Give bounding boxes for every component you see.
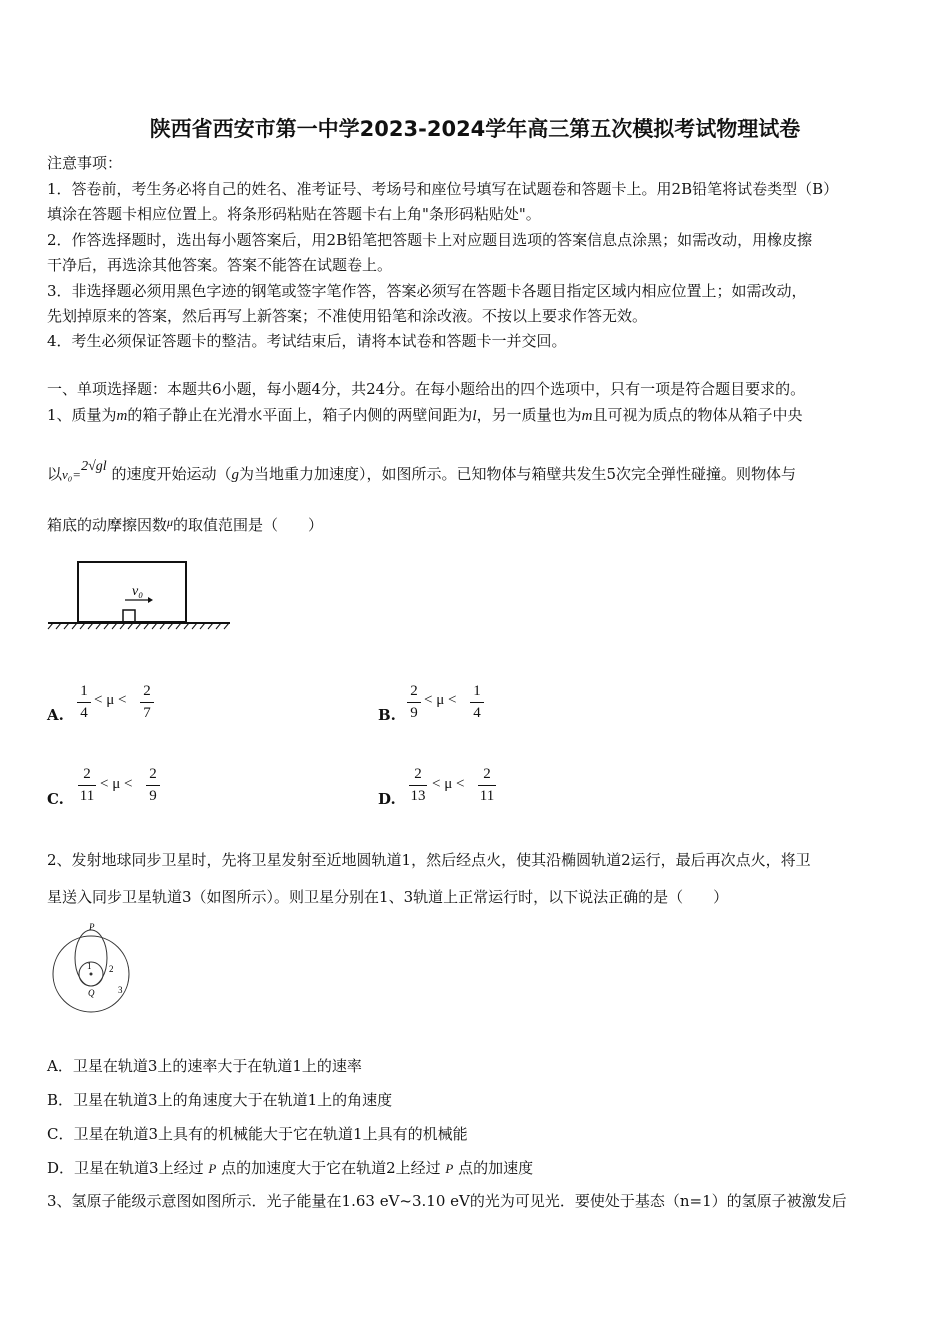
option-label: D. [378,790,396,808]
q2-line1: 2、发射地球同步卫星时，先将卫星发射至近地圆轨道1，然后经点火，使其沿椭圆轨道2运行，最后再次点火，将卫 [47,851,811,869]
q2-option-b[interactable]: B．卫星在轨道3上的角速度大于在轨道1上的角速度 [47,1091,393,1109]
fraction-left: 2 13 [410,766,426,804]
velocity-arrowhead [148,597,153,603]
notice-line: 4．考生必须保证答题卡的整洁。考试结束后，请将本试卷和答题卡一并交回。 [47,332,567,350]
v0-label: v₀ [132,584,144,599]
mu-relation: < μ < [424,692,457,708]
fraction-right: 2 9 [146,766,160,805]
q3-line1: 3、氢原子能级示意图如图所示．光子能量在1.63 eV~3.10 eV的光为可见光．要使处于基态（n=1）的氢原子被激发后 [47,1192,847,1210]
label-3: 3 [118,985,123,995]
fraction-right: 2 11 [479,766,495,804]
q2-line2: 星送入同步卫星轨道3（如图所示）。则卫星分别在1、3轨道上正常运行时，以下说法正确的是（ ） [47,888,729,906]
label-1: 1 [87,961,92,971]
notice-line: 2．作答选择题时，选出每小题答案后，用2B铅笔把答题卡上对应题目选项的答案信息点涂黑；如需改动，用橡皮擦 [47,231,813,249]
q2-option-a[interactable]: A．卫星在轨道3上的速率大于在轨道1上的速率 [47,1057,362,1075]
mu-relation: < μ < [100,776,133,792]
fraction-right: 2 7 [140,683,154,722]
label-q: Q [88,988,95,998]
label-2: 2 [109,964,114,974]
fraction-left: 2 9 [407,683,421,722]
option-label: C. [47,790,64,808]
fraction-left: 2 11 [79,766,95,804]
label-p: P [89,922,95,932]
q2-option-c[interactable]: C．卫星在轨道3上具有的机械能大于它在轨道1上具有的机械能 [47,1125,468,1143]
q1-line1: 1、质量为m的箱子静止在光滑水平面上，箱子内侧的两壁间距为l，另一质量也为m且可视为质点的物体从箱子中央 [47,406,803,424]
option-label: B. [378,706,396,724]
section-heading: 一、单项选择题：本题共6小题，每小题4分，共24分。在每小题给出的四个选项中，只有一项是符合题目要求的。 [47,380,806,398]
notice-heading: 注意事项： [47,154,123,172]
fraction-right: 1 4 [470,683,484,722]
mu-relation: < μ < [94,692,127,708]
fraction-left: 1 4 [77,683,91,722]
notice-line: 3．非选择题必须用黑色字迹的钢笔或签字笔作答，答案必须写在答题卡各题目指定区域内相应位置上；如需改动， [47,282,807,300]
notice-line: 填涂在答题卡相应位置上。将条形码粘贴在答题卡右上角"条形码粘贴处"。 [47,205,541,223]
small-block [123,610,135,622]
notice-line: 1．答卷前，考生务必将自己的姓名、准考证号、考场号和座位号填写在试题卷和答题卡上。用2B铅笔将试卷类型（B） [47,180,839,198]
notice-line: 先划掉原来的答案，然后再写上新答案；不准使用铅笔和涂改液。不按以上要求作答无效。 [47,307,648,325]
q1-line2: 以v₀=2√gl 的速度开始运动（g为当地重力加速度），如图所示。已知物体与箱壁共发生5次完全弹性碰撞。则物体与 [47,459,797,483]
option-label: A. [47,706,64,724]
page-title: 陕西省西安市第一中学2023-2024学年高三第五次模拟考试物理试卷 [149,117,801,141]
q2-orbit-figure [45,920,140,1020]
mu-relation: < μ < [432,776,465,792]
q1-line3: 箱底的动摩擦因数$^\mu$的取值范围是（ ） [47,515,324,534]
notice-line: 干净后，再选涂其他答案。答案不能答在试题卷上。 [47,256,393,274]
earth-dot [90,973,93,976]
q1-box-figure [45,560,235,640]
q2-option-d[interactable]: D．卫星在轨道3上经过 P 点的加速度大于它在轨道2上经过 P 点的加速度 [47,1159,534,1177]
